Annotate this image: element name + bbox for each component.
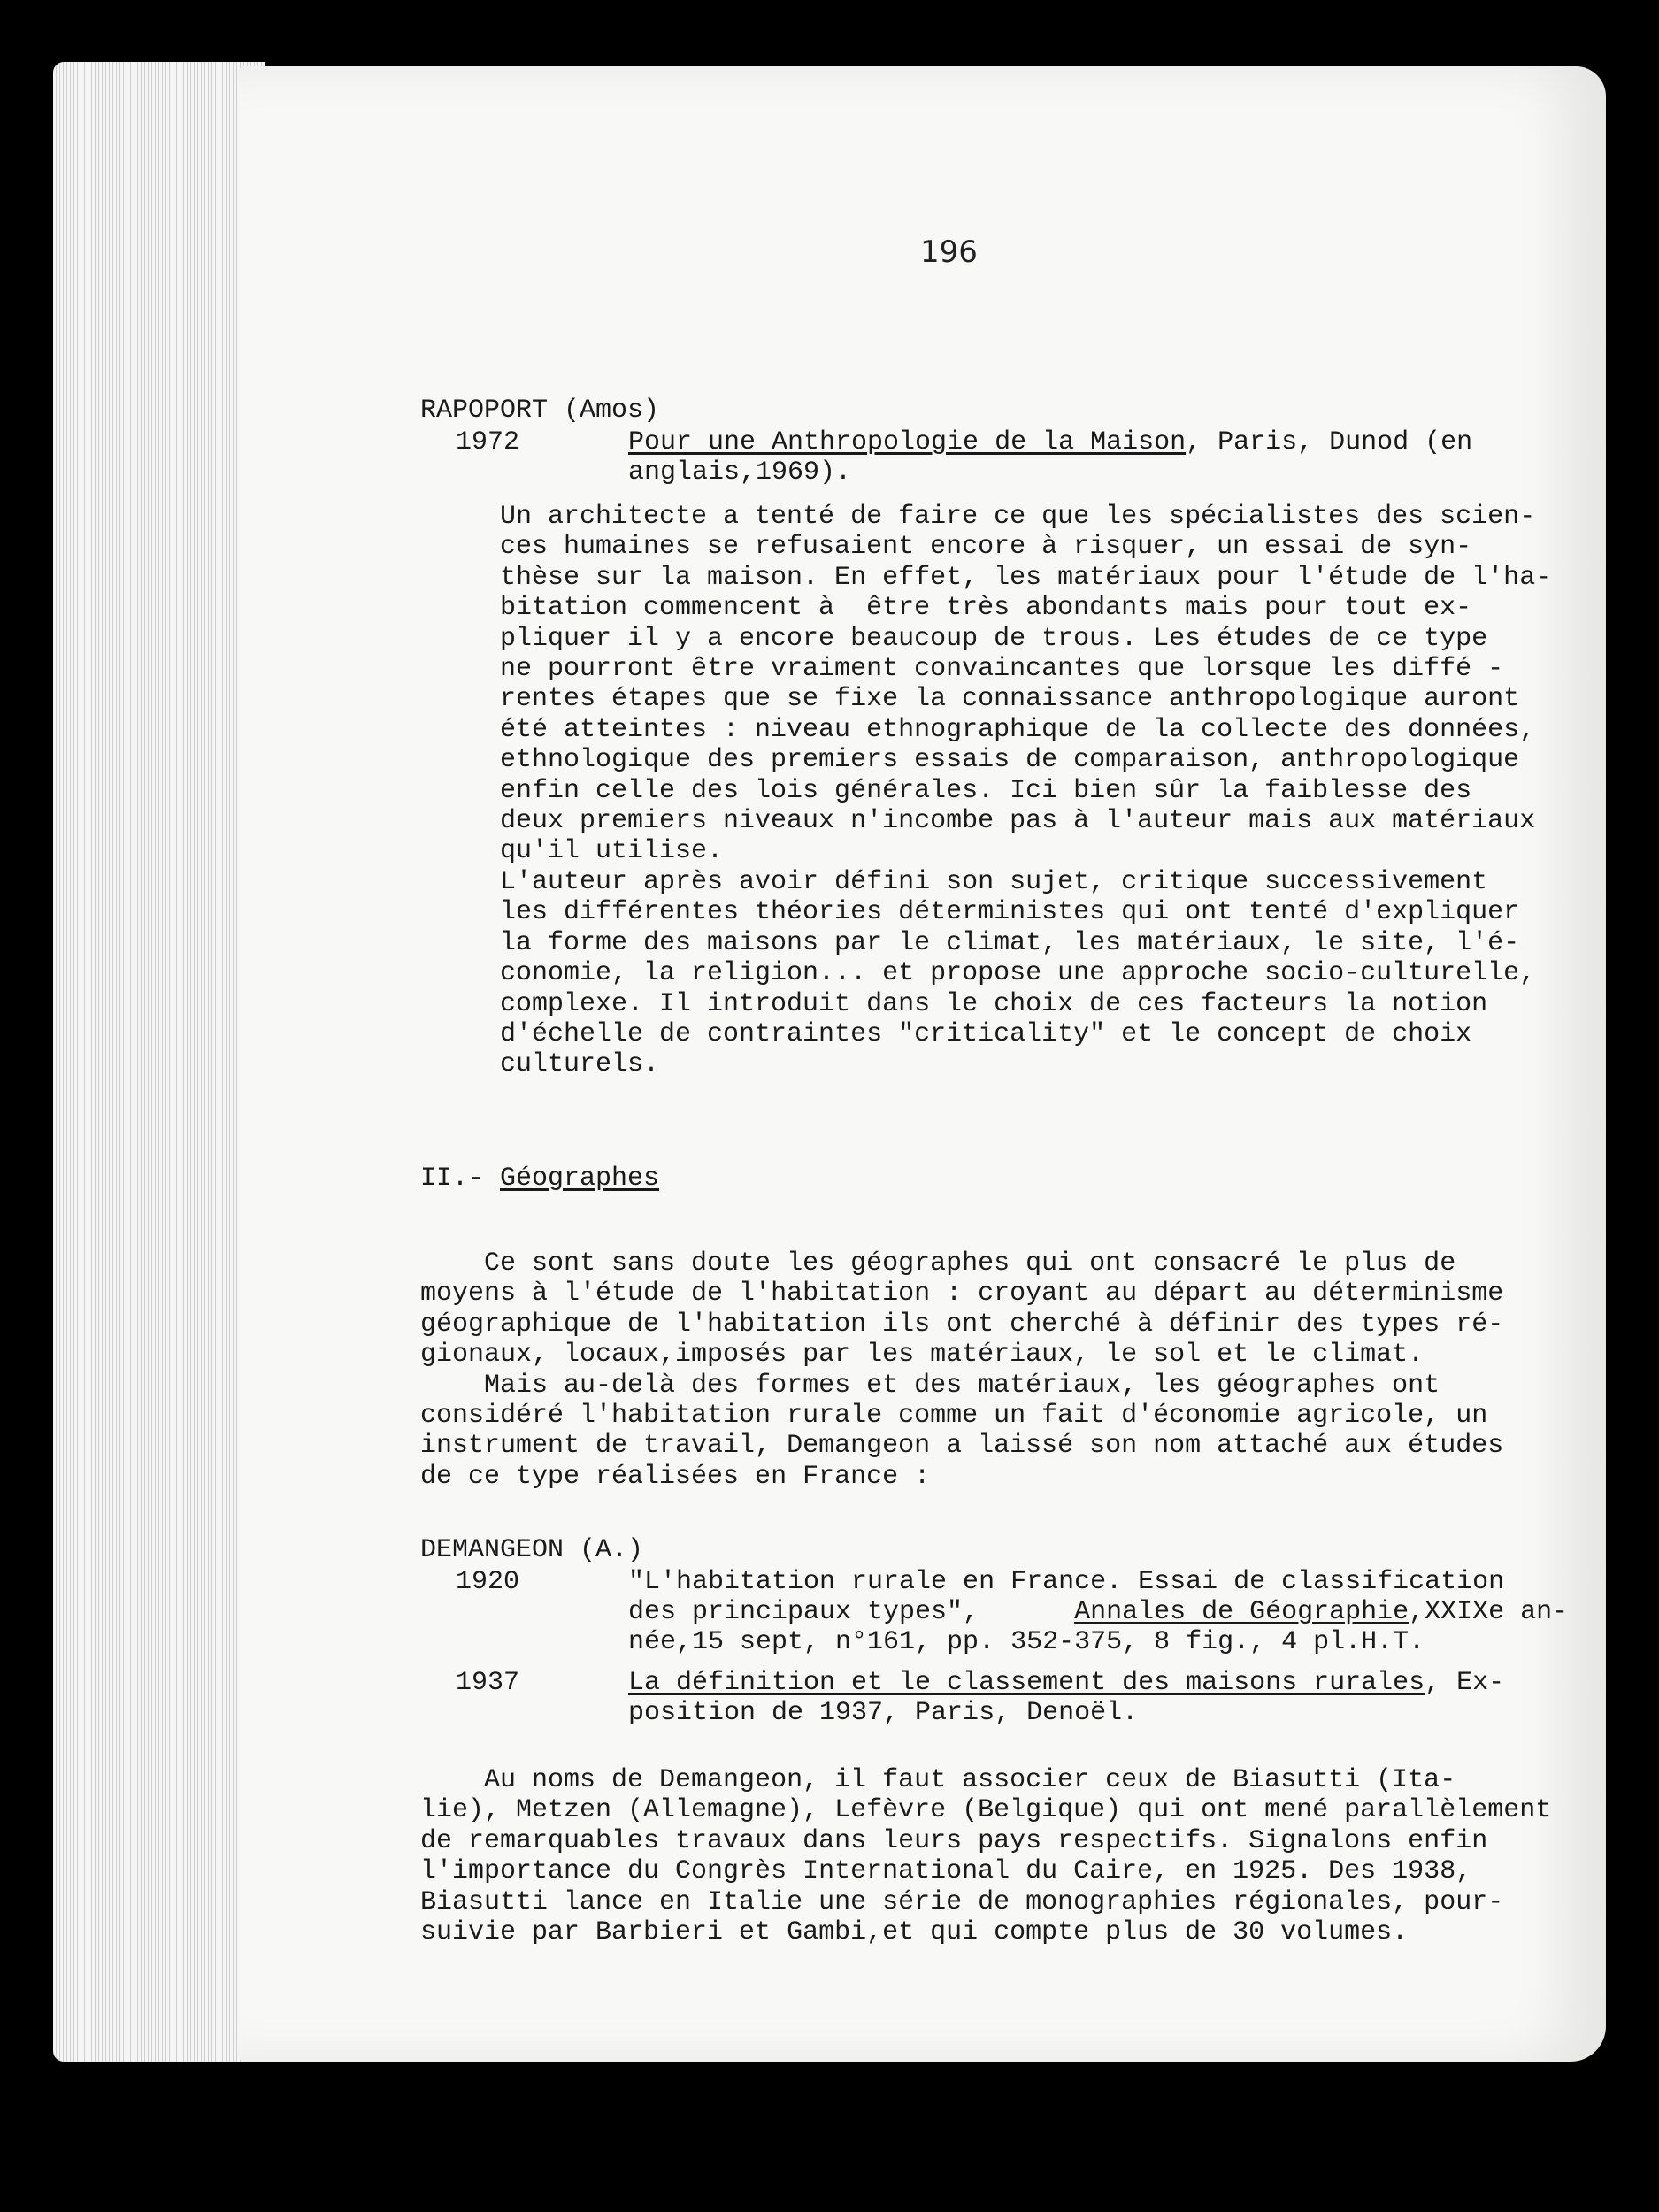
book-page-edges <box>53 62 265 2062</box>
text-line: été atteintes : niveau ethnographique de la collecte des données, <box>500 714 1536 745</box>
text-line: Mais au-delà des formes et des matériaux, les géographes ont <box>420 1370 1440 1401</box>
text-line: moyens à l'étude de l'habitation : croyant au départ au déterminisme <box>420 1279 1504 1310</box>
text-line: Biasutti lance en Italie une série de monographies régionales, pour- <box>420 1886 1504 1917</box>
paragraph-geographes <box>420 1248 1503 1492</box>
text-line: Au noms de Demangeon, il faut associer ceux de Biasutti (Ita- <box>420 1765 1456 1795</box>
text-line: lie), Metzen (Allemagne), Lefèvre (Belgique) qui ont mené parallèlement <box>420 1795 1552 1826</box>
text-line: L'auteur après avoir défini son sujet, critique successivement <box>500 866 1488 897</box>
text-line: Un architecte a tenté de faire ce que les spécialistes des scien- <box>500 502 1536 532</box>
text-line: culturels. <box>500 1049 660 1080</box>
text-line: conomie, la religion... et propose une approche socio-culturelle, <box>500 958 1536 989</box>
text-line: enfin celle des lois générales. Ici bien sûr la faiblesse des <box>500 775 1472 806</box>
text-line: complexe. Il introduit dans le choix de ces facteurs la notion <box>500 988 1488 1019</box>
reference-demangeon-1920: "L'habitation rurale en France. Essai de classification <box>628 1567 1505 1597</box>
reference-demangeon-1920-line3: née,15 sept, n°161, pp. 352-375, 8 fig., 4 pl.H.T. <box>628 1627 1425 1657</box>
text-line: les différentes théories déterministes qui ont tenté d'expliquer <box>500 897 1520 928</box>
text-segment: des principaux types", <box>628 1597 1075 1627</box>
text-line: de ce type réalisées en France : <box>420 1461 931 1492</box>
text-line: ces humaines se refusaient encore à risquer, un essai de syn- <box>500 532 1472 563</box>
text-line: géographique de l'habitation ils ont cherché à définir des types ré- <box>420 1309 1504 1340</box>
journal-title: Annales de Géographie <box>1074 1597 1409 1627</box>
text-segment: ,XXIXe an- <box>1409 1597 1569 1627</box>
text-line: de remarquables travaux dans leurs pays respectifs. Signalons enfin <box>420 1825 1488 1856</box>
text-line: la forme des maisons par le climat, les matériaux, le site, l'é- <box>500 927 1520 958</box>
section-heading-geographes <box>420 1164 659 1194</box>
text-line: pliquer il y a encore beaucoup de trous. Les études de ce type <box>500 623 1488 654</box>
section-number: II.- <box>420 1164 501 1194</box>
reference-demangeon-1937 <box>628 1668 1504 1698</box>
book-title-demangeon: La définition et le classement des maisons rurales <box>628 1668 1425 1698</box>
text-line: qu'il utilise. <box>500 836 724 867</box>
paragraph-closing <box>420 1765 1551 1947</box>
year-1972: 1972 <box>456 427 520 457</box>
section-title: Géographes <box>500 1164 660 1194</box>
text-line: ne pourront être vraiment convaincantes que lorsque les diffé - <box>500 654 1504 685</box>
page-number: 196 <box>920 234 978 270</box>
text-line: l'importance du Congrès International du Caire, en 1925. Des 1938, <box>420 1856 1472 1887</box>
text-line: ethnologique des premiers essais de comparaison, anthropologique <box>500 745 1520 776</box>
text-line: d'échelle de contraintes "criticality" et le concept de choix <box>500 1018 1472 1049</box>
year-1937: 1937 <box>456 1668 520 1698</box>
reference-rapoport-line2: anglais,1969). <box>628 457 852 488</box>
reference-rapoport <box>628 427 1472 457</box>
author-rapoport: RAPOPORT (Amos) <box>420 396 660 426</box>
reference-demangeon-1937-line2: position de 1937, Paris, Denoël. <box>628 1698 1139 1728</box>
text-segment: , Ex- <box>1425 1668 1505 1698</box>
year-1920: 1920 <box>456 1567 520 1597</box>
publisher-rapoport: , Paris, Dunod (en <box>1186 427 1473 457</box>
text-line: suivie par Barbieri et Gambi,et qui compte plus de 30 volumes. <box>420 1917 1409 1948</box>
summary-rapoport <box>500 502 1551 1080</box>
text-line: deux premiers niveaux n'incombe pas à l'auteur mais aux matériaux <box>500 806 1536 837</box>
text-line: gionaux, locaux,imposés par les matériaux, le sol et le climat. <box>420 1340 1425 1371</box>
text-line: thèse sur la maison. En effet, les matériaux pour l'étude de l'ha- <box>500 562 1552 593</box>
book-title-rapoport: Pour une Anthropologie de la Maison <box>628 427 1187 457</box>
author-demangeon: DEMANGEON (A.) <box>420 1535 644 1565</box>
text-line: instrument de travail, Demangeon a laissé son nom attaché aux études <box>420 1431 1504 1462</box>
text-line: Ce sont sans doute les géographes qui ont consacré le plus de <box>420 1248 1456 1279</box>
reference-demangeon-1920-line2 <box>628 1597 1568 1627</box>
text-line: considéré l'habitation rurale comme un fait d'économie agricole, un <box>420 1401 1488 1432</box>
text-line: bitation commencent à être très abondants mais pour tout ex- <box>500 593 1472 624</box>
book-page <box>239 66 1606 2062</box>
text-line: rentes étapes que se fixe la connaissance anthropologique auront <box>500 684 1520 715</box>
